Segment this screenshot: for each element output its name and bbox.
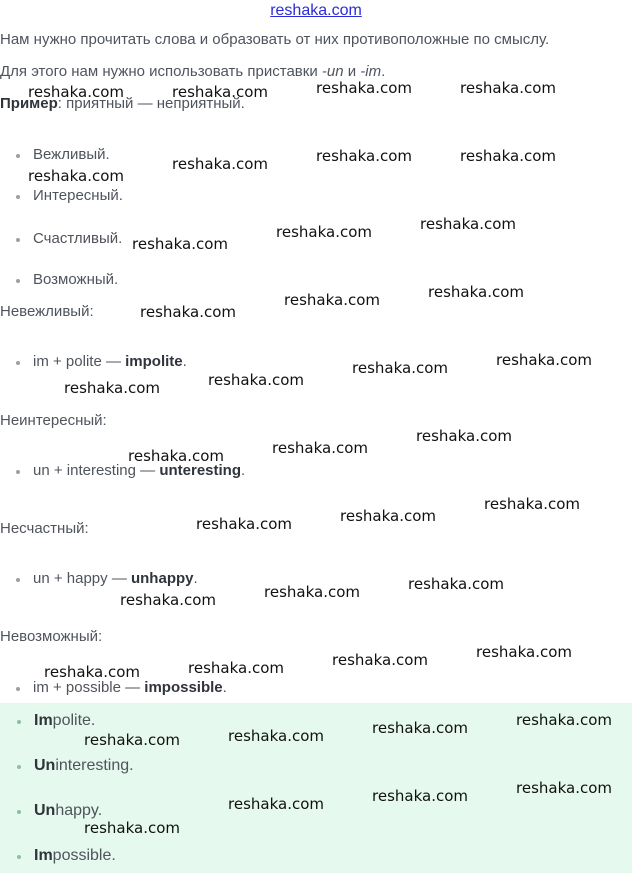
watermark: reshaka.com bbox=[28, 167, 124, 185]
watermark: reshaka.com bbox=[84, 731, 180, 749]
watermark: reshaka.com bbox=[44, 663, 140, 681]
prefix-im: -im bbox=[360, 63, 382, 80]
watermark: reshaka.com bbox=[28, 83, 124, 101]
site-header-link[interactable]: reshaka.com bbox=[270, 2, 362, 19]
answer-item: Impossible. bbox=[18, 847, 116, 865]
watermark: reshaka.com bbox=[172, 83, 268, 101]
watermark: reshaka.com bbox=[484, 495, 580, 513]
formula-item: im + polite — impolite. bbox=[18, 353, 187, 370]
watermark: reshaka.com bbox=[272, 439, 368, 457]
section-heading: Невозможный: bbox=[0, 628, 103, 645]
formula-item: un + interesting — unteresting. bbox=[18, 462, 245, 479]
watermark: reshaka.com bbox=[352, 359, 448, 377]
watermark: reshaka.com bbox=[128, 447, 224, 465]
watermark: reshaka.com bbox=[316, 79, 412, 97]
watermark: reshaka.com bbox=[120, 591, 216, 609]
watermark: reshaka.com bbox=[316, 147, 412, 165]
watermark: reshaka.com bbox=[208, 371, 304, 389]
watermark: reshaka.com bbox=[332, 651, 428, 669]
watermark: reshaka.com bbox=[340, 507, 436, 525]
watermark: reshaka.com bbox=[460, 79, 556, 97]
intro-line-1: Нам нужно прочитать слова и образовать от них противоположные по смыслу. bbox=[0, 31, 550, 48]
answer-item: Unhappy. bbox=[18, 802, 102, 820]
watermark: reshaka.com bbox=[460, 147, 556, 165]
watermark: reshaka.com bbox=[516, 711, 612, 729]
formula-item: un + happy — unhappy. bbox=[18, 570, 198, 587]
watermark: reshaka.com bbox=[64, 379, 160, 397]
answer-item: Impolite. bbox=[18, 712, 95, 730]
example-label: Пример bbox=[0, 95, 58, 112]
watermark: reshaka.com bbox=[416, 427, 512, 445]
section-heading: Несчастный: bbox=[0, 520, 89, 537]
watermark: reshaka.com bbox=[516, 779, 612, 797]
watermark: reshaka.com bbox=[496, 351, 592, 369]
list-item: Счастливый. bbox=[18, 230, 122, 247]
watermark: reshaka.com bbox=[284, 291, 380, 309]
watermark: reshaka.com bbox=[84, 819, 180, 837]
list-item: Интересный. bbox=[18, 187, 123, 204]
formula-item: im + possible — impossible. bbox=[18, 679, 227, 696]
watermark: reshaka.com bbox=[372, 787, 468, 805]
watermark: reshaka.com bbox=[228, 795, 324, 813]
watermark: reshaka.com bbox=[276, 223, 372, 241]
watermark: reshaka.com bbox=[172, 155, 268, 173]
watermark: reshaka.com bbox=[420, 215, 516, 233]
watermark: reshaka.com bbox=[132, 235, 228, 253]
watermark: reshaka.com bbox=[196, 515, 292, 533]
watermark: reshaka.com bbox=[264, 583, 360, 601]
section-heading: Неинтересный: bbox=[0, 412, 107, 429]
watermark: reshaka.com bbox=[228, 727, 324, 745]
watermark: reshaka.com bbox=[476, 643, 572, 661]
watermark: reshaka.com bbox=[188, 659, 284, 677]
intro-line-2 bbox=[0, 63, 385, 80]
watermark: reshaka.com bbox=[372, 719, 468, 737]
watermark: reshaka.com bbox=[408, 575, 504, 593]
intro-line-2-and: и bbox=[343, 63, 361, 80]
section-heading: Невежливый: bbox=[0, 303, 94, 320]
intro-line-2-end: . bbox=[381, 63, 386, 80]
example-text: : приятный — неприятный. bbox=[57, 95, 245, 112]
list-item: Вежливый. bbox=[18, 146, 110, 163]
watermark: reshaka.com bbox=[140, 303, 236, 321]
list-item: Возможный. bbox=[18, 271, 118, 288]
intro-line-2-text: Для этого нам нужно использовать приставки bbox=[0, 63, 322, 80]
prefix-un: -un bbox=[321, 63, 344, 80]
watermark: reshaka.com bbox=[428, 283, 524, 301]
answer-item: Uninteresting. bbox=[18, 757, 134, 775]
